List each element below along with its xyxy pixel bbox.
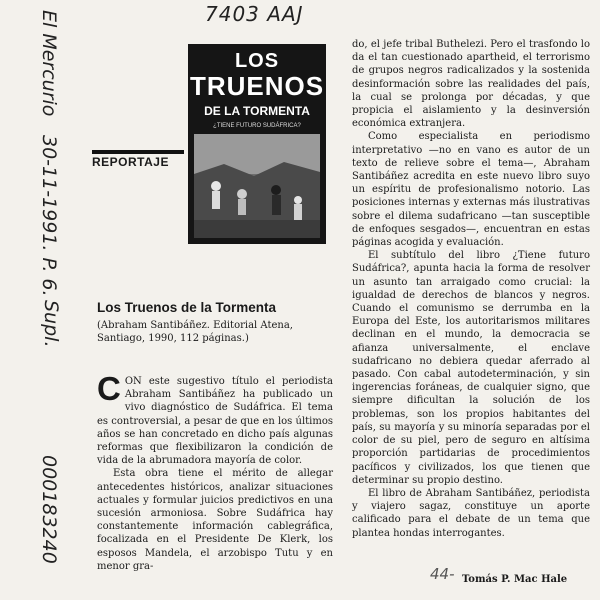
article-paragraph-3: do, el jefe tribal Buthelezi. Pero el trasfondo lo da el tan cuestionado apartheid, el terrorismo de grupos negros radicalizados y la sostenida desinformación sobre las realidades del país, la cual se prolonga por décadas, y que propicia el aislamiento y la desinversión económica extranjera. [352, 39, 590, 130]
article-paragraph-5: El subtítulo del libro ¿Tiene futuro Sudáfrica?, apunta hacia la forma de resolver un asunto tan arraigado como crucial: la igualdad de derechos de blancos y negros. Cuando el comunismo se derrumba en la Europa del Este, los autoritarismos militares declinan en el mundo, la democracia se afianza universalmente, el enclave sudafricano no debiera quedar aferrado al pasado. Con cabal autodeterminación, y sin ingerencias foráneas, de cualquier signo, que siempre dificultan la solución de los problemas, son los propios habitantes del país, su mayoría y su minoría separadas por el color de su piel, pero de seguro en altísima proporción partidarias de procedimientos pacíficos y civilizados, los que tienen que determinar su propio destino. [352, 250, 590, 486]
article-column-right [352, 38, 590, 540]
article-column-left [97, 370, 333, 573]
review-bibliographic-data: (Abraham Santibáñez. Editorial Atena, Santiago, 1990, 112 páginas.) [97, 320, 293, 344]
handwritten-supplement-note: Supl. [40, 300, 62, 348]
section-label: REPORTAJE [92, 155, 169, 169]
article-paragraph-4: Como especialista en periodismo interpretativo —no en vano es autor de un texto de relieve sobre el tema—, Abraham Santibáñez acredita en este nuevo libro suyo un espíritu de profesionalismo notorio. Las posiciones internas y externas más ilustrativas sobre el dilema sudafricano —tan susceptible de enfoques sesgados—, encuentran en estas páginas acogida y evaluación. [352, 131, 590, 249]
cover-title-line-2: TRUENOS [189, 71, 325, 101]
cover-title-line-1: LOS [234, 50, 280, 72]
drop-cap: C [97, 370, 121, 407]
cover-photo [194, 134, 320, 238]
cover-title-line-3: DE LA TORMENTA [204, 104, 310, 118]
article-paragraph-1 [97, 370, 333, 467]
book-cover-image [188, 44, 326, 244]
handwritten-date-page: 30-11-1991. P. 6. [38, 135, 60, 297]
cover-subtitle: ¿TIENE FUTURO SUDÁFRICA? [213, 123, 301, 129]
author-signature: Tomás P. Mac Hale [462, 574, 568, 585]
section-rule [92, 150, 184, 154]
handwritten-initials: 44- [430, 565, 455, 583]
paragraph-text: ON este sugestivo título el periodista Abraham Santibáñez ha publicado un vivo diagnóstico de Sudáfrica. El tema es controversial, a pesar de que en los últimos años se han concretado en dicho país algunas reformas que flexibilizaron la condición de vida de la abrumadora mayoría de color. [97, 376, 333, 467]
handwritten-catalog-number: 7403 AAJ [205, 2, 304, 26]
article-paragraph-2: Esta obra tiene el mérito de allegar antecedentes históricos, analizar situaciones actuales y formular juicios predictivos en una sucesión armoniosa. Sobre Sudáfrica hay constantemente información cablegráfica, focalizada en el Presidente De Klerk, los esposos Mandela, el arzobispo Tutu y en menor gra- [97, 468, 333, 572]
article-paragraph-6: El libro de Abraham Santibáñez, periodista y viajero sagaz, constituye un aporte calificado para el debate de un tema que plantea hondas interrogantes. [352, 487, 590, 539]
review-title: Los Truenos de la Tormenta [97, 300, 277, 315]
handwritten-newspaper-name: El Mercurio [38, 10, 60, 117]
handwritten-archive-id: 000183240 [38, 455, 60, 564]
